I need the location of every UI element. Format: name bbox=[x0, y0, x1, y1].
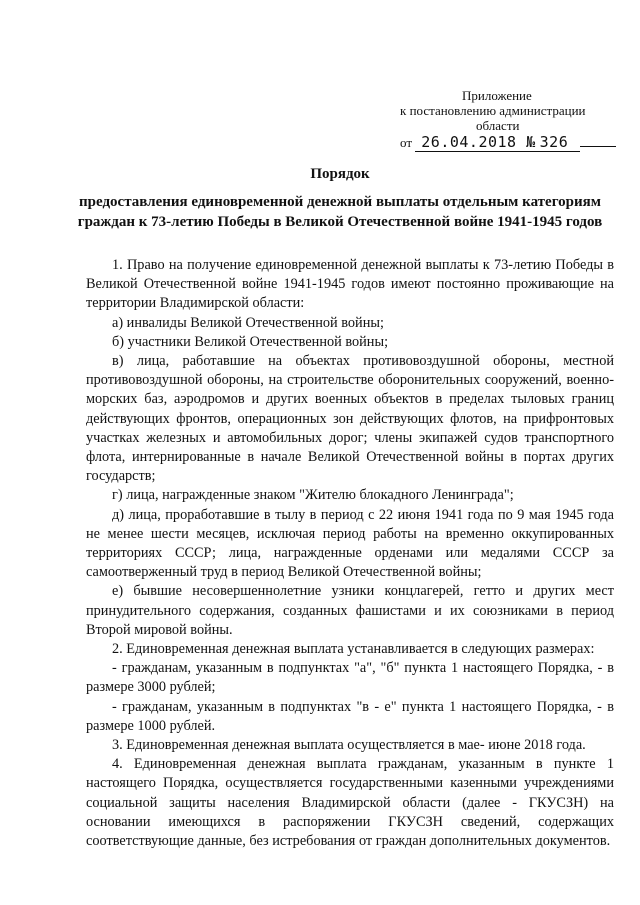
paragraph-2-item-2: - гражданам, указанным в подпунктах "в - е" пункта 1 настоящего Порядка, - в размере 1000 рублей. bbox=[86, 698, 614, 734]
paragraph-1b: б) участники Великой Отечественной войны; bbox=[112, 333, 389, 350]
paragraph-1g: г) лица, награжденные знаком "Жителю блокадного Ленинграда"; bbox=[112, 487, 514, 504]
appendix-header bbox=[400, 88, 610, 133]
underline-tail bbox=[580, 134, 616, 147]
resolution-date-number bbox=[400, 133, 616, 152]
document-subtitle-line-1: предоставления единовременной денежной выплаты отдельным категориям bbox=[79, 194, 601, 210]
handwritten-date-number bbox=[415, 133, 580, 152]
paragraph-2-item-1: - гражданам, указанным в подпунктах "а", "б" пункта 1 настоящего Порядка, - в размере 3000 рублей; bbox=[86, 660, 614, 696]
paragraph-1v: в) лица, работавшие на объектах противовоздушной обороны, местной противовоздушной обороны, на строительстве оборонительных сооружений, военно-морских баз, аэродромов и других военных объектов в пределах тыловых границ действующих фронтов, операционных зон действующих флотов, на прифронтовых участках железных и автомобильных дорог; члены экипажей судов транспортного флота, интернированные в начале Великой Отечественной войны в портах других государств; bbox=[86, 353, 614, 485]
paragraph-1d: д) лица, проработавшие в тылу в период с 22 июня 1941 года по 9 мая 1945 года не менее шести месяцев, исключая период работы на временно оккупированных территориях СССР; лица, награжденные орденами или медалями СССР за самоотверженный труд в период Великой Отечественной войны; bbox=[86, 506, 614, 581]
paragraph-4: 4. Единовременная денежная выплата гражданам, указанным в пункте 1 настоящего Порядка, осуществляется государственными казенными учреждениями социальной защиты населения Владимирской области (далее - ГКУСЗН) на основании имеющихся в распоряжении ГКУСЗН сведений, содержащих соответствующие данные, без истребования от граждан дополнительных документов. bbox=[86, 756, 614, 850]
document-heading: Порядок bbox=[310, 166, 370, 182]
appendix-region: области bbox=[476, 118, 520, 133]
document-body bbox=[86, 256, 614, 851]
date-prefix: от bbox=[400, 135, 413, 150]
paragraph-1: 1. Право на получение единовременной денежной выплаты к 73-летию Победы в Великой Отечественной войне 1941-1945 годов имеют постоянно проживающие на территории Владимирской области: bbox=[86, 257, 614, 312]
paragraph-1e: е) бывшие несовершеннолетние узники концлагерей, гетто и других мест принудительного содержания, созданных фашистами и их союзниками в период Второй мировой войны. bbox=[86, 583, 614, 638]
appendix-label: Приложение bbox=[462, 88, 532, 103]
paragraph-2: 2. Единовременная денежная выплата устанавливается в следующих размерах: bbox=[112, 641, 595, 658]
resolution-date: 26.04.2018 bbox=[421, 133, 517, 151]
appendix-resolution: к постановлению администрации bbox=[400, 103, 586, 118]
paragraph-1a: а) инвалиды Великой Отечественной войны; bbox=[112, 314, 384, 331]
resolution-number: 326 bbox=[539, 133, 569, 151]
paragraph-3: 3. Единовременная денежная выплата осуществляется в мае- июне 2018 года. bbox=[112, 737, 586, 754]
number-sign: № bbox=[526, 133, 536, 151]
document-subtitle-line-2: граждан к 73-летию Победы в Великой Отечественной войне 1941-1945 годов bbox=[77, 214, 603, 230]
